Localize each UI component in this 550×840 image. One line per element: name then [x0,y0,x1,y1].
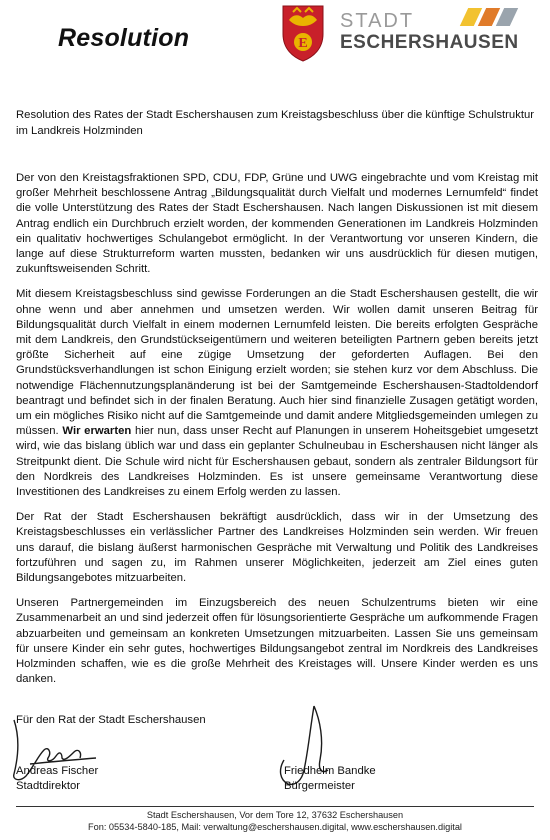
brand-stadt: STADT [340,10,415,32]
resolution-body [16,171,538,688]
resolution-subject: Resolution des Rates der Stadt Eschershausen zum Kreistagsbeschluss über die künftige Schulstruktur im Landkreis Holzminden [16,109,535,137]
stripe-grey [496,8,518,26]
paragraph-2-part-b: hier nun, dass unser Recht auf Planungen in unserem Hoheitsgebiet umgesetzt wird, wie das bislang üblich war und dass ein geplanter Schulneubau in Eschershausen nicht länger als Streitpunkt dient. Die Schule wird nicht für Eschershausen gebaut, sondern als zentraler Bildungsort für den Nordkreis des Landkreises Holzminden. Es ist unsere gemeinsame Verantwortung diese Investitionen des Landkreises zu einem Erfolg werden zu lassen. [16,425,539,499]
document-title: Resolution [58,24,190,52]
paragraph-4: Unseren Partnergemeinden im Einzugsbereich des neuen Schulzentrums bieten wir eine Zusammenarbeit an und sind jederzeit offen für lösungsorientierte Gespräche um aufkommende Fragen abzuarbeiten und gemeinsam an konkreten Umsetzungen mitzuarbeiten. Lassen Sie uns gemeinsam für unsere Kinder ein sehr gutes, hochwertiges Bildungsangebot zentral im Nordkreis des Landkreises Holzminden schaffen, wie es die große Mehrheit des Kreistages will. Unsere Kinder werden es uns danken. [16,597,538,686]
signatory-right-role: Bürgermeister [284,780,355,792]
footer-divider [16,806,534,807]
crest-letter: E [298,36,308,51]
town-crest-logo [281,4,325,62]
signatory-right-name: Friedhelm Bandke [284,765,376,777]
signatory-left [16,764,98,794]
paragraph-2-part-a: Mit diesem Kreistagsbeschluss sind gewisse Forderungen an die Stadt Eschershausen gestellt, die wir ohne wenn und aber annehmen und umsetzen werden. Wir wollen damit unseren Beitrag für Bildungsqualität durch Vielfalt in einem modernen Lernumfeld leisten. Die bereits erfolgten Gespräche mit dem Landkreis, den Grundstückseigentümern und weiteren beteiligten Partnern geben bereits jetzt größte Sicherheit auf eine zügige Umsetzung der geforderten Auflagen. Bei den Grundstücksverhandlungen ist schon Einigung erzielt worden; sie stehen kurz vor dem Abschluss. Die notwendige Flächennutzungsplanänderung ist bei der Samtgemeinde Eschershausen-Stadtoldendorf beantragt und befindet sich in der finalen Beratung. Auch hier sind finanzielle Zusagen getätigt worden, um ein mögliches Risiko nicht auf die Samtgemeinde und damit andere Mitgliedsgemeinden umlegen zu müssen. [16,288,538,438]
signatory-left-name: Andreas Fischer [16,765,99,777]
brand-stripes [458,8,520,26]
signatory-left-role: Stadtdirektor [16,780,81,792]
signature-intro: Für den Rat der Stadt Eschershausen [16,714,206,726]
footer-address: Stadt Eschershausen, Vor dem Tore 12, 37632 Eschershausen [146,810,404,820]
signatory-right [284,764,376,794]
page-footer [0,809,550,833]
paragraph-3: Der Rat der Stadt Eschershausen bekräftigt ausdrücklich, dass wir in der Umsetzung des Kreistagsbeschlusses ein verlässlicher Partner des Landkreises Holzminden sein werden. Wir freuen uns darauf, die bislang äußerst harmonischen Gespräche mit Verwaltung und Politik des Landkreises fortzuführen und sagen zu, im Rahmen unserer Möglichkeiten, jederzeit am Ziel eines guten Bildungsangebotes mitzuarbeiten. [16,511,538,585]
footer-contact: Fon: 05534-5840-185, Mail: verwaltung@eschershausen.digital, www.eschershausen.digital [88,822,462,832]
paragraph-1: Der von den Kreistagsfraktionen SPD, CDU, FDP, Grüne und UWG eingebrachte und vom Kreistag mit großer Mehrheit beschlossene Antrag „Bildungsqualität durch Vielfalt und modernes Lernumfeld“ findet die volle Unterstützung des Rates der Stadt Eschershausen. Nach langen Diskussionen ist mit diesem Antrag endlich ein Durchbruch erzielt worden, der kommenden Generationen im Landkreis Holzminden ein qualitativ hochwertiges Schulangebot ermöglicht. In der Verantwortung vor unseren Kindern, die lange auf diese Strukturreform warten mussten, bedanken wir uns ausdrücklich für diesen mutigen, zukunftsweisenden Schritt. [16,172,538,276]
brand-eschershausen: ESCHERSHAUSEN [340,32,519,53]
paragraph-2 [16,287,538,500]
page-header [0,0,550,70]
paragraph-2-bold: Wir erwarten [62,425,132,438]
